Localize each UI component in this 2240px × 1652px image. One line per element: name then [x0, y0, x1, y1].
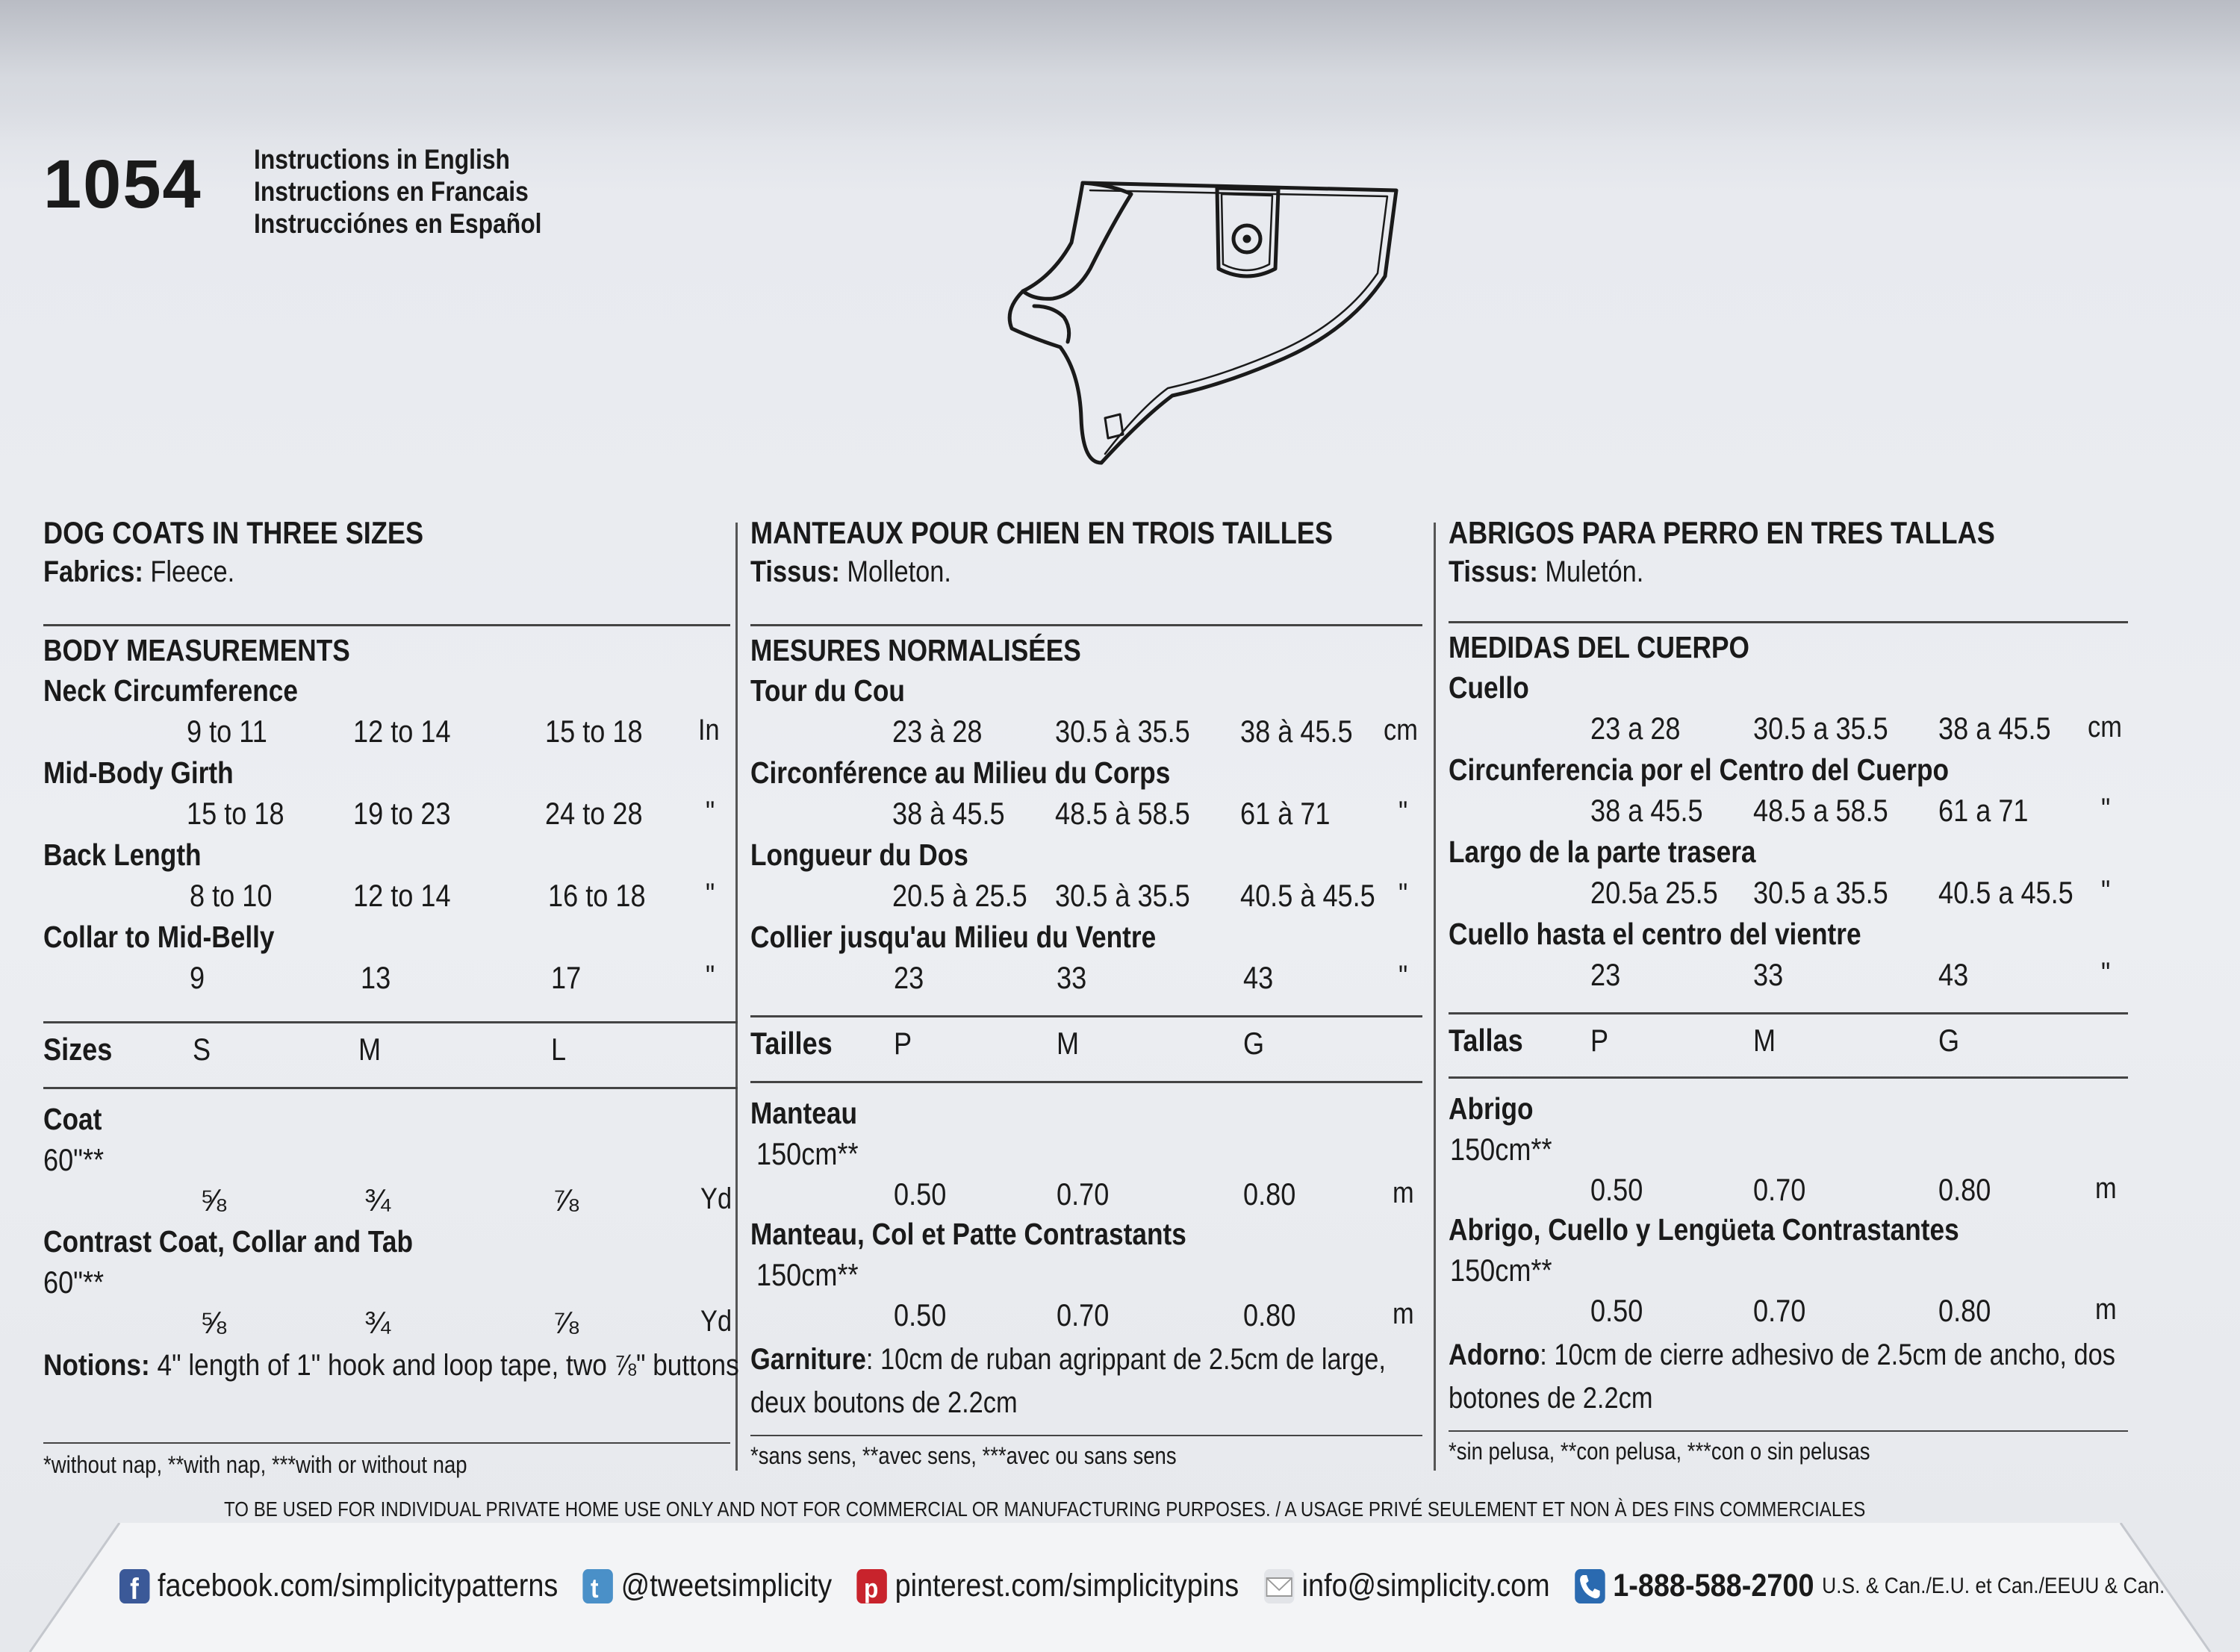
fabrics-value: Fleece. [150, 555, 235, 588]
notions [750, 1338, 1431, 1424]
svg-text:t: t [591, 1573, 599, 1603]
yardage-value: ⅞ [553, 1305, 579, 1340]
measurement-value: 24 to 28 [545, 796, 643, 831]
measurement-value: 38 à 45.5 [892, 796, 1005, 831]
divider [750, 1435, 1422, 1436]
facebook-link[interactable] [119, 1568, 558, 1604]
twitter-text: @tweetsimplicity [620, 1568, 833, 1603]
yardage-value: 0.80 [1938, 1293, 1991, 1328]
pinterest-link[interactable] [857, 1568, 1239, 1604]
measurement-label: Circonférence au Milieu du Corps [750, 755, 1171, 790]
email-link[interactable] [1264, 1568, 1550, 1604]
column-french [750, 515, 1452, 1486]
measurement-value: 33 [1057, 960, 1087, 995]
column-title: MANTEAUX POUR CHIEN EN TROIS TAILLES [750, 515, 1333, 550]
yardage-value: 0.70 [1753, 1172, 1806, 1207]
notions-text: 4" length of 1" hook and loop tape, two ⅞" buttons [149, 1349, 739, 1382]
size-value: G [1243, 1026, 1265, 1061]
measurement-label: Back Length [43, 838, 202, 872]
yardage-label: Abrigo [1449, 1091, 1534, 1126]
svg-text:f: f [130, 1571, 139, 1603]
measurement-value: 19 to 23 [353, 796, 451, 831]
fabric-width: 150cm** [1450, 1132, 1552, 1167]
fabric-width: 150cm** [1450, 1253, 1552, 1288]
measurement-value: 30.5 a 35.5 [1753, 875, 1888, 910]
yardage-value: 0.80 [1938, 1172, 1991, 1207]
measurement-value: 38 a 45.5 [1938, 711, 2051, 746]
divider [43, 1087, 738, 1089]
yardage-unit: Yd [700, 1182, 732, 1215]
size-value: M [1753, 1023, 1776, 1058]
measurement-value: 20.5 à 25.5 [892, 878, 1027, 913]
language-english: Instructions in English [254, 144, 510, 175]
yardage-value: 0.50 [894, 1176, 947, 1212]
fabric-width: 150cm** [756, 1257, 859, 1292]
measurement-label: Collier jusqu'au Milieu du Ventre [750, 920, 1157, 954]
phone-link[interactable] [1575, 1568, 2165, 1604]
yardage-label: Abrigo, Cuello y Lengüeta Contrastantes [1449, 1212, 1959, 1247]
fabric-width: 150cm** [756, 1136, 859, 1171]
yardage-label: Manteau, Col et Patte Contrastants [750, 1217, 1186, 1251]
divider [750, 624, 1422, 626]
size-value: P [894, 1026, 912, 1061]
measurement-unit: " [2101, 875, 2111, 908]
measurements-title: MESURES NORMALISÉES [750, 633, 1081, 667]
dog-coat-illustration [1001, 172, 1419, 470]
measurement-unit: cm [1384, 714, 1418, 746]
measurement-label: Tour du Cou [750, 673, 905, 708]
measurement-value: 17 [551, 960, 582, 995]
svg-text:p: p [864, 1573, 879, 1603]
yardage-value: 0.50 [1590, 1172, 1643, 1207]
yardage-value: 0.50 [1590, 1293, 1643, 1328]
notions-label: Adorno [1449, 1338, 1540, 1371]
notions-label: Garniture [750, 1343, 866, 1376]
measurement-value: 23 [1590, 957, 1621, 992]
measurement-value: 23 à 28 [892, 714, 983, 749]
measurement-unit: " [2101, 957, 2111, 990]
sizes-label: Tailles [750, 1026, 833, 1061]
measurement-unit: " [1399, 960, 1408, 993]
measurement-unit: cm [2088, 711, 2122, 744]
measurement-unit: " [1399, 878, 1408, 911]
phone-text: 1-888-588-2700 [1613, 1568, 1814, 1603]
phone-region: U.S. & Can./E.U. et Can./EEUU & Can. [1822, 1573, 2165, 1598]
yardage-value: ¾ [364, 1305, 391, 1340]
legal-line-1: TO BE USED FOR INDIVIDUAL PRIVATE HOME USE ONLY AND NOT FOR COMMERCIAL OR MANUFACTURING PURPOSES. / A USAGE PRIVÉ SEULEMENT ET NON À DES FINS COMMERCIALES [224, 1497, 1866, 1521]
language-list [254, 143, 541, 240]
yardage-unit: m [1393, 1297, 1414, 1330]
measurement-value: 8 to 10 [190, 878, 273, 913]
sizes-label: Tallas [1449, 1023, 1523, 1058]
yardage-label: Contrast Coat, Collar and Tab [43, 1224, 413, 1259]
yardage-value: 0.70 [1753, 1293, 1806, 1328]
yardage-label: Manteau [750, 1096, 858, 1130]
yardage-value: ⅝ [200, 1182, 227, 1218]
pattern-number: 1054 [43, 146, 202, 222]
measurement-value: 48.5 à 58.5 [1055, 796, 1190, 831]
facebook-text: facebook.com/simplicitypatterns [158, 1568, 559, 1603]
yardage-value: ⅝ [200, 1305, 227, 1340]
column-spanish [1449, 515, 2150, 1486]
measurement-value: 9 [190, 960, 205, 995]
notions-label: Notions: [43, 1349, 150, 1382]
size-value: M [1057, 1026, 1080, 1061]
measurement-value: 61 a 71 [1938, 793, 2029, 828]
measurement-value: 20.5a 25.5 [1590, 875, 1718, 910]
pinterest-icon [857, 1569, 887, 1603]
fabrics-label: Fabrics: [43, 555, 143, 588]
measurement-value: 38 à 45.5 [1240, 714, 1353, 749]
measurement-value: 38 a 45.5 [1590, 793, 1703, 828]
divider [1449, 1076, 2128, 1079]
column-title: ABRIGOS PARA PERRO EN TRES TALLAS [1449, 515, 1995, 550]
notions-text: : 10cm de ruban agrippant de 2.5cm de large, deux boutons de 2.2cm [750, 1343, 1386, 1419]
measurement-value: 15 to 18 [187, 796, 284, 831]
measurement-value: 12 to 14 [353, 878, 451, 913]
size-value: G [1938, 1023, 1960, 1058]
measurement-unit: " [2101, 793, 2111, 826]
fabrics-line [43, 555, 234, 589]
measurement-unit: " [1399, 796, 1408, 829]
notions [1449, 1333, 2129, 1420]
yardage-value: 0.50 [894, 1297, 947, 1332]
size-value: P [1590, 1023, 1609, 1058]
divider [750, 1081, 1422, 1083]
measurement-unit: " [706, 960, 715, 993]
pinterest-text: pinterest.com/simplicitypins [895, 1568, 1239, 1603]
measurement-value: 30.5 a 35.5 [1753, 711, 1888, 746]
measurement-value: 13 [361, 960, 391, 995]
measurement-label: Largo de la parte trasera [1449, 835, 1756, 869]
divider [43, 1442, 730, 1444]
measurement-value: 33 [1753, 957, 1784, 992]
fabrics-value: Muletón. [1545, 555, 1644, 588]
facebook-icon [119, 1569, 149, 1603]
yardage-unit: m [2095, 1172, 2117, 1205]
measurement-label: Collar to Mid-Belly [43, 920, 275, 954]
measurement-value: 40.5 à 45.5 [1240, 878, 1375, 913]
yardage-value: ¾ [364, 1182, 391, 1218]
measurement-label: Cuello hasta el centro del vientre [1449, 917, 1861, 951]
phone-icon [1575, 1569, 1605, 1603]
yardage-value: 0.70 [1057, 1297, 1110, 1332]
footnote: *sans sens, **avec sens, ***avec ou sans sens [750, 1442, 1177, 1469]
fabrics-label: Tissus: [1449, 555, 1538, 588]
fabrics-line [750, 555, 951, 589]
fabrics-value: Molleton. [847, 555, 951, 588]
yardage-value: 0.70 [1057, 1176, 1110, 1212]
yardage-value: 0.80 [1243, 1176, 1296, 1212]
notions [43, 1344, 740, 1387]
size-value: S [193, 1032, 211, 1067]
measurement-value: 23 [894, 960, 924, 995]
measurement-label: Cuello [1449, 670, 1529, 705]
column-english [43, 515, 745, 1486]
measurements-title: MEDIDAS DEL CUERPO [1449, 630, 1749, 664]
yardage-unit: m [1393, 1176, 1414, 1209]
measurement-value: 23 a 28 [1590, 711, 1681, 746]
twitter-icon [583, 1569, 613, 1603]
size-value: M [358, 1032, 382, 1067]
measurement-label: Circunferencia por el Centro del Cuerpo [1449, 752, 1950, 787]
measurement-label: Longueur du Dos [750, 838, 968, 872]
measurement-value: 61 à 71 [1240, 796, 1331, 831]
measurement-unit: In [698, 714, 720, 746]
contact-footer [119, 1568, 2190, 1604]
fabrics-line [1449, 555, 1643, 589]
twitter-link[interactable] [583, 1568, 832, 1604]
yardage-value: ⅞ [553, 1182, 579, 1218]
column-title: DOG COATS IN THREE SIZES [43, 515, 424, 550]
measurement-label: Mid-Body Girth [43, 755, 234, 790]
measurement-value: 9 to 11 [187, 714, 267, 749]
language-spanish: Instrucciónes en Español [254, 208, 542, 239]
measurement-value: 43 [1938, 957, 1969, 992]
notions-text: : 10cm de cierre adhesivo de 2.5cm de ancho, dos botones de 2.2cm [1449, 1338, 2115, 1415]
envelope-fold-shadow [0, 0, 2240, 142]
measurement-value: 12 to 14 [353, 714, 451, 749]
email-text: info@simplicity.com [1301, 1568, 1550, 1603]
divider [1449, 1430, 2128, 1432]
measurement-label: Neck Circumference [43, 673, 299, 708]
footnote: *sin pelusa, **con pelusa, ***con o sin pelusas [1449, 1438, 1870, 1465]
envelope-icon [1264, 1569, 1294, 1603]
measurement-value: 30.5 à 35.5 [1055, 878, 1190, 913]
divider [43, 1021, 738, 1023]
divider [1449, 1012, 2128, 1014]
fabric-width: 60"** [43, 1265, 105, 1300]
measurement-value: 40.5 a 45.5 [1938, 875, 2073, 910]
footnote: *without nap, **with nap, ***with or without nap [43, 1451, 467, 1478]
measurement-unit: " [706, 878, 715, 911]
measurement-value: 30.5 à 35.5 [1055, 714, 1190, 749]
language-french: Instructions en Francais [254, 176, 529, 207]
divider [750, 1015, 1422, 1017]
yardage-unit: m [2095, 1293, 2117, 1326]
yardage-value: 0.80 [1243, 1297, 1296, 1332]
fabrics-label: Tissus: [750, 555, 840, 588]
yardage-unit: Yd [700, 1305, 732, 1338]
measurement-value: 43 [1243, 960, 1274, 995]
sizes-label: Sizes [43, 1032, 113, 1067]
measurement-value: 16 to 18 [548, 878, 646, 913]
measurement-value: 48.5 a 58.5 [1753, 793, 1888, 828]
yardage-label: Coat [43, 1102, 102, 1136]
measurement-unit: " [706, 796, 715, 829]
divider [43, 624, 730, 626]
size-value: L [551, 1032, 567, 1067]
measurements-title: BODY MEASUREMENTS [43, 633, 350, 667]
divider [1449, 621, 2128, 623]
measurement-value: 15 to 18 [545, 714, 643, 749]
fabric-width: 60"** [43, 1142, 105, 1177]
